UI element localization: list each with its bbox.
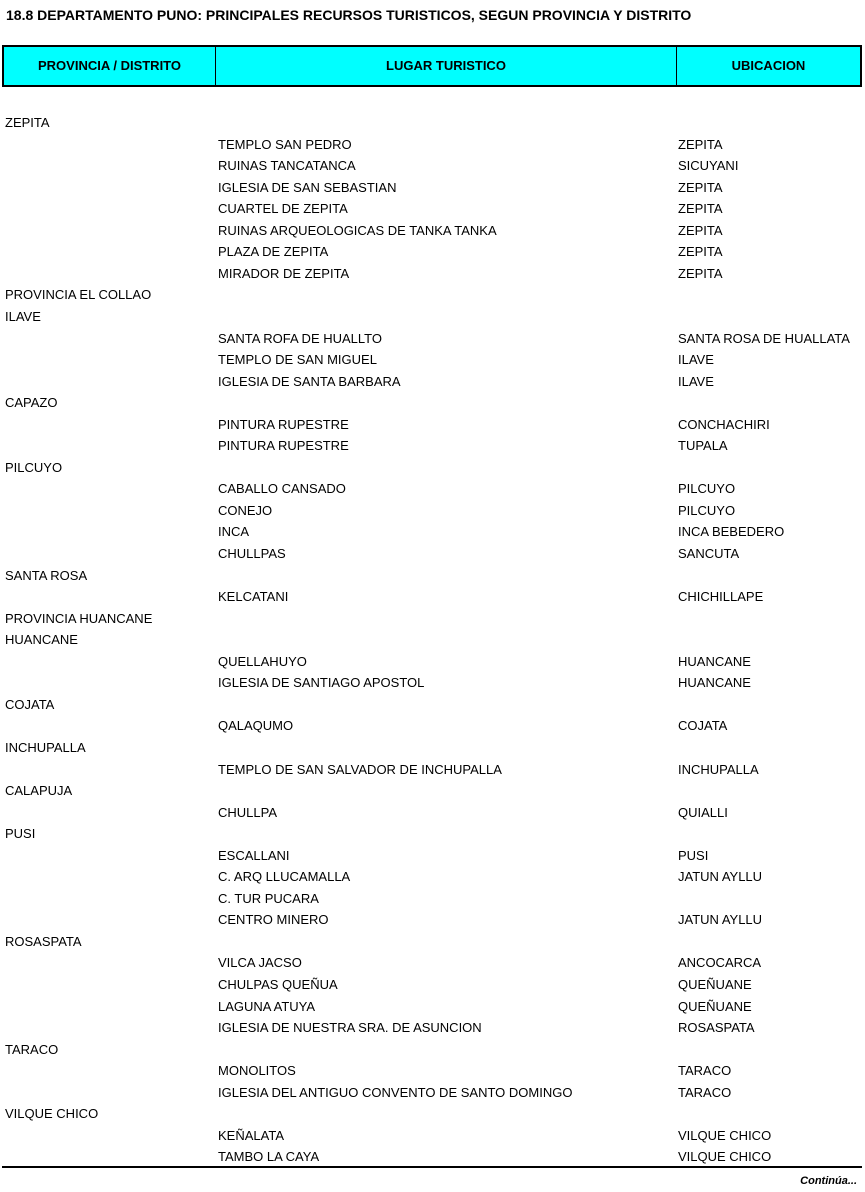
ubicacion-cell: INCA BEBEDERO bbox=[678, 524, 785, 540]
table-row bbox=[0, 177, 865, 198]
header-provincia-distrito: PROVINCIA / DISTRITO bbox=[37, 58, 181, 73]
table-row bbox=[0, 112, 865, 133]
lugar-turistico-cell: PINTURA RUPESTRE bbox=[218, 438, 349, 454]
table-row bbox=[0, 586, 865, 607]
ubicacion-cell: HUANCANE bbox=[678, 653, 751, 669]
ubicacion-cell: ILAVE bbox=[678, 352, 714, 368]
table-row bbox=[0, 672, 865, 693]
table-row bbox=[0, 134, 865, 155]
ubicacion-cell: PUSI bbox=[678, 847, 709, 863]
table-row bbox=[0, 543, 865, 564]
table-row bbox=[0, 715, 865, 736]
ubicacion-cell: VILQUE CHICO bbox=[678, 1149, 772, 1165]
table-row bbox=[0, 996, 865, 1017]
header-lugar-turistico: LUGAR TURISTICO bbox=[386, 58, 506, 73]
provincia-distrito-cell: ZEPITA bbox=[5, 115, 50, 130]
lugar-turistico-cell: LAGUNA ATUYA bbox=[218, 998, 316, 1014]
ubicacion-cell: PILCUYO bbox=[678, 481, 736, 497]
ubicacion-cell: JATUN AYLLU bbox=[678, 869, 763, 885]
ubicacion-cell: QUEÑUANE bbox=[678, 977, 752, 992]
table-row bbox=[0, 220, 865, 241]
table-row bbox=[0, 284, 865, 305]
table-row bbox=[0, 457, 865, 478]
table-row bbox=[0, 500, 865, 521]
table-row bbox=[0, 931, 865, 952]
table-row bbox=[0, 1125, 865, 1146]
ubicacion-cell: ROSASPATA bbox=[678, 1020, 755, 1036]
ubicacion-cell: ANCOCARCA bbox=[678, 955, 762, 971]
lugar-turistico-cell: MIRADOR DE ZEPITA bbox=[218, 265, 350, 281]
table-row bbox=[0, 1060, 865, 1081]
lugar-turistico-cell: ESCALLANI bbox=[218, 847, 290, 863]
table-row bbox=[0, 759, 865, 780]
ubicacion-cell: QUEÑUANE bbox=[678, 998, 752, 1014]
lugar-turistico-cell: CHULLPAS bbox=[218, 546, 286, 561]
table-row bbox=[0, 414, 865, 435]
table-row bbox=[0, 155, 865, 176]
continues-note: Continúa... bbox=[800, 1175, 857, 1187]
ubicacion-cell: VILQUE CHICO bbox=[678, 1127, 772, 1143]
table-row bbox=[0, 974, 865, 995]
lugar-turistico-cell: INCA bbox=[218, 524, 250, 540]
table-row bbox=[0, 371, 865, 392]
table-bottom-rule bbox=[2, 1166, 862, 1168]
ubicacion-cell: TARACO bbox=[678, 1084, 732, 1100]
table-row bbox=[0, 328, 865, 349]
table-row bbox=[0, 521, 865, 542]
table-row bbox=[0, 737, 865, 758]
ubicacion-cell: TARACO bbox=[678, 1063, 732, 1079]
table-row bbox=[0, 823, 865, 844]
ubicacion-cell: PILCUYO bbox=[678, 502, 736, 518]
table-row bbox=[0, 1082, 865, 1103]
ubicacion-cell: ZEPITA bbox=[678, 136, 723, 152]
lugar-turistico-cell: TAMBO LA CAYA bbox=[218, 1149, 320, 1165]
lugar-turistico-cell: CHULPAS QUEÑUA bbox=[218, 977, 338, 992]
lugar-turistico-cell: KELCATANI bbox=[218, 589, 289, 605]
lugar-turistico-cell: PLAZA DE ZEPITA bbox=[218, 244, 329, 260]
provincia-distrito-cell: INCHUPALLA bbox=[5, 739, 86, 755]
provincia-distrito-cell: HUANCANE bbox=[5, 632, 78, 648]
lugar-turistico-cell: RUINAS TANCATANCA bbox=[218, 158, 356, 174]
ubicacion-cell: TUPALA bbox=[678, 438, 728, 454]
lugar-turistico-cell: TEMPLO DE SAN SALVADOR DE INCHUPALLA bbox=[218, 761, 502, 777]
lugar-turistico-cell: CABALLO CANSADO bbox=[218, 481, 346, 497]
table-row bbox=[0, 780, 865, 801]
ubicacion-cell: ZEPITA bbox=[678, 222, 723, 238]
table-row bbox=[0, 694, 865, 715]
table-header bbox=[2, 45, 862, 87]
table-row bbox=[0, 909, 865, 930]
ubicacion-cell: SANTA ROSA DE HUALLATA bbox=[678, 330, 850, 346]
page-title: 18.8 DEPARTAMENTO PUNO: PRINCIPALES RECURSOS TURISTICOS, SEGUN PROVINCIA Y DISTRITO bbox=[6, 7, 692, 23]
lugar-turistico-cell: PINTURA RUPESTRE bbox=[218, 416, 349, 432]
header-ubicacion: UBICACION bbox=[731, 58, 806, 73]
table-row bbox=[0, 1017, 865, 1038]
lugar-turistico-cell: CONEJO bbox=[218, 502, 273, 518]
table-row bbox=[0, 866, 865, 887]
ubicacion-cell: JATUN AYLLU bbox=[678, 912, 763, 928]
lugar-turistico-cell: IGLESIA DE NUESTRA SRA. DE ASUNCION bbox=[218, 1020, 482, 1036]
provincia-distrito-cell: PROVINCIA EL COLLAO bbox=[5, 287, 152, 303]
table-row bbox=[0, 306, 865, 327]
provincia-distrito-cell: CALAPUJA bbox=[5, 783, 73, 799]
table-row bbox=[0, 651, 865, 672]
ubicacion-cell: SICUYANI bbox=[678, 158, 739, 174]
table-row bbox=[0, 565, 865, 586]
table-row bbox=[0, 392, 865, 413]
lugar-turistico-cell: CUARTEL DE ZEPITA bbox=[218, 201, 348, 217]
lugar-turistico-cell: QUELLAHUYO bbox=[218, 653, 307, 669]
provincia-distrito-cell: VILQUE CHICO bbox=[5, 1106, 99, 1122]
lugar-turistico-cell: RUINAS ARQUEOLOGICAS DE TANKA TANKA bbox=[218, 222, 497, 238]
ubicacion-cell: CONCHACHIRI bbox=[678, 416, 770, 432]
ubicacion-cell: COJATA bbox=[678, 718, 728, 734]
table-row bbox=[0, 263, 865, 284]
table-row bbox=[0, 349, 865, 370]
ubicacion-cell: HUANCANE bbox=[678, 675, 751, 691]
lugar-turistico-cell: SANTA ROFA DE HUALLTO bbox=[218, 330, 382, 346]
lugar-turistico-cell: CENTRO MINERO bbox=[218, 912, 329, 928]
provincia-distrito-cell: ILAVE bbox=[5, 308, 41, 324]
table-row bbox=[0, 1039, 865, 1060]
table-row bbox=[0, 845, 865, 866]
ubicacion-cell: ZEPITA bbox=[678, 201, 723, 217]
ubicacion-cell: ZEPITA bbox=[678, 244, 723, 260]
table-row bbox=[0, 608, 865, 629]
table-row bbox=[0, 952, 865, 973]
lugar-turistico-cell: TEMPLO DE SAN MIGUEL bbox=[218, 352, 377, 368]
table-row bbox=[0, 802, 865, 823]
provincia-distrito-cell: TARACO bbox=[5, 1041, 59, 1057]
table-row bbox=[0, 1146, 865, 1167]
table-row bbox=[0, 241, 865, 262]
ubicacion-cell: CHICHILLAPE bbox=[678, 589, 764, 605]
table-row bbox=[0, 1103, 865, 1124]
provincia-distrito-cell: ROSASPATA bbox=[5, 933, 82, 949]
lugar-turistico-cell: IGLESIA DE SANTIAGO APOSTOL bbox=[218, 675, 425, 691]
lugar-turistico-cell: MONOLITOS bbox=[218, 1063, 296, 1079]
lugar-turistico-cell: VILCA JACSO bbox=[218, 955, 302, 971]
table-row bbox=[0, 198, 865, 219]
ubicacion-cell: ILAVE bbox=[678, 373, 714, 389]
lugar-turistico-cell: KEÑALATA bbox=[218, 1127, 284, 1143]
provincia-distrito-cell: SANTA ROSA bbox=[5, 567, 88, 583]
ubicacion-cell: ZEPITA bbox=[678, 179, 723, 195]
table-row bbox=[0, 888, 865, 909]
lugar-turistico-cell: QALAQUMO bbox=[218, 718, 294, 734]
lugar-turistico-cell: IGLESIA DE SAN SEBASTIAN bbox=[218, 179, 397, 195]
table-row bbox=[0, 435, 865, 456]
lugar-turistico-cell: IGLESIA DE SANTA BARBARA bbox=[218, 373, 401, 389]
provincia-distrito-cell: CAPAZO bbox=[5, 395, 58, 411]
lugar-turistico-cell: C. TUR PUCARA bbox=[218, 890, 319, 906]
provincia-distrito-cell: PROVINCIA HUANCANE bbox=[5, 610, 153, 626]
ubicacion-cell: QUIALLI bbox=[678, 804, 728, 820]
lugar-turistico-cell: TEMPLO SAN PEDRO bbox=[218, 136, 352, 152]
table-row bbox=[0, 629, 865, 650]
lugar-turistico-cell: C. ARQ LLUCAMALLA bbox=[218, 869, 351, 885]
ubicacion-cell: INCHUPALLA bbox=[678, 761, 759, 777]
provincia-distrito-cell: PILCUYO bbox=[5, 459, 63, 475]
table-row bbox=[0, 478, 865, 499]
provincia-distrito-cell: COJATA bbox=[5, 696, 55, 712]
ubicacion-cell: SANCUTA bbox=[678, 546, 740, 561]
provincia-distrito-cell: PUSI bbox=[5, 826, 36, 842]
lugar-turistico-cell: IGLESIA DEL ANTIGUO CONVENTO DE SANTO DOMINGO bbox=[218, 1084, 573, 1100]
ubicacion-cell: ZEPITA bbox=[678, 265, 723, 281]
lugar-turistico-cell: CHULLPA bbox=[218, 804, 278, 820]
